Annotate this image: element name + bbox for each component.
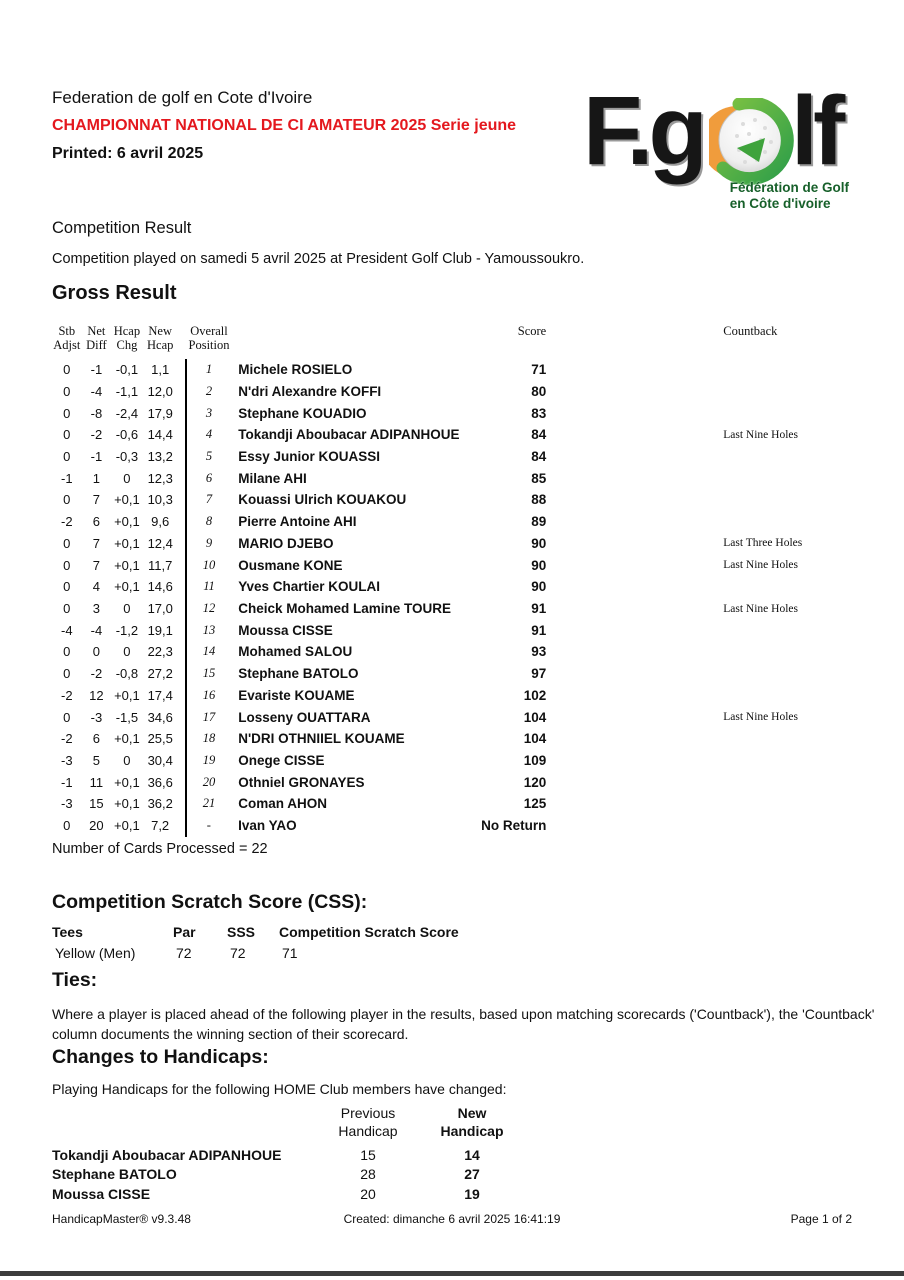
player-name: N'dri Alexandre KOFFI xyxy=(238,383,382,399)
org-name: Federation de golf en Cote d'Ivoire xyxy=(52,88,313,107)
position-cell: 7 xyxy=(185,489,231,511)
new-handicap-cell: 14 xyxy=(464,1146,480,1163)
handicap-header-new: New Handicap xyxy=(440,1105,504,1139)
hcap-chg-cell: -0,3 xyxy=(115,448,139,464)
stb-adjst-cell: 0 xyxy=(63,601,71,617)
countback-cell: Last Nine Holes xyxy=(723,428,798,441)
net-diff-cell: -4 xyxy=(90,383,103,399)
player-name: Mohamed SALOU xyxy=(238,644,353,660)
stb-adjst-cell: 0 xyxy=(63,557,71,573)
position-cell: 17 xyxy=(185,706,231,728)
hcap-chg-cell: 0 xyxy=(123,601,131,617)
hcap-chg-cell: -1,2 xyxy=(115,622,139,638)
position-cell: 20 xyxy=(185,771,231,793)
stb-adjst-cell: -2 xyxy=(61,731,73,747)
player-name: MARIO DJEBO xyxy=(238,535,334,551)
handicap-table-header xyxy=(52,1105,852,1140)
player-name: Coman AHON xyxy=(238,796,327,812)
hcap-chg-cell: -1,1 xyxy=(115,383,139,399)
gross-result-table xyxy=(52,324,862,837)
css-table-header xyxy=(52,924,512,940)
gross-table-body xyxy=(52,359,862,837)
ties-title: Ties: xyxy=(52,969,98,991)
score-cell: 102 xyxy=(523,687,547,703)
countback-cell: Last Three Holes xyxy=(723,537,803,550)
net-diff-cell: 7 xyxy=(92,557,100,573)
css-table xyxy=(52,924,512,961)
score-cell: 91 xyxy=(531,622,547,638)
css-title: Competition Scratch Score (CSS): xyxy=(52,891,368,913)
handicap-changes-section xyxy=(52,1046,852,1204)
new-hcap-cell: 7,2 xyxy=(151,818,170,834)
position-cell: 8 xyxy=(185,511,231,533)
countback-cell: Last Nine Holes xyxy=(723,559,798,572)
player-name: Onege CISSE xyxy=(238,753,325,769)
player-name: Stephane BATOLO xyxy=(238,666,359,682)
new-hcap-cell: 14,4 xyxy=(147,427,173,443)
stb-adjst-cell: 0 xyxy=(63,362,71,378)
result-row xyxy=(52,619,862,641)
net-diff-cell: 1 xyxy=(92,470,100,486)
score-cell: No Return xyxy=(481,818,547,834)
hcap-chg-cell: +0,1 xyxy=(114,535,140,551)
css-header-par: Par xyxy=(173,924,196,940)
result-row xyxy=(52,706,862,728)
result-row xyxy=(52,380,862,402)
score-cell: 89 xyxy=(531,514,547,530)
logo-subtitle-line2: en Côte d'ivoire xyxy=(729,195,831,211)
player-name: Michele ROSIELO xyxy=(238,362,353,378)
score-cell: 90 xyxy=(531,579,547,595)
score-cell: 85 xyxy=(531,470,547,486)
new-hcap-cell: 34,6 xyxy=(147,709,173,725)
new-hcap-cell: 1,1 xyxy=(151,362,170,378)
score-cell: 104 xyxy=(523,731,547,747)
net-diff-cell: 6 xyxy=(92,514,100,530)
score-cell: 71 xyxy=(531,362,547,378)
stb-adjst-cell: -2 xyxy=(61,687,73,703)
result-row xyxy=(52,554,862,576)
logo-text-right: lf xyxy=(791,76,841,185)
player-name: Milane AHI xyxy=(238,470,307,486)
header-new-hcap: New Hcap xyxy=(147,324,174,353)
golf-ball-swirl-icon xyxy=(709,98,795,190)
new-hcap-cell: 27,2 xyxy=(147,666,173,682)
new-hcap-cell: 36,6 xyxy=(147,774,173,790)
new-hcap-cell: 30,4 xyxy=(147,753,173,769)
player-name: Ivan YAO xyxy=(238,818,297,834)
hcap-chg-cell: +0,1 xyxy=(114,492,140,508)
score-cell: 91 xyxy=(531,601,547,617)
stb-adjst-cell: 0 xyxy=(63,579,71,595)
score-cell: 84 xyxy=(531,427,547,443)
hcap-chg-cell: +0,1 xyxy=(114,796,140,812)
score-cell: 120 xyxy=(523,774,547,790)
score-cell: 125 xyxy=(523,796,547,812)
stb-adjst-cell: 0 xyxy=(63,666,71,682)
stb-adjst-cell: -1 xyxy=(61,774,73,790)
position-cell: 10 xyxy=(185,554,231,576)
player-name: Stephane KOUADIO xyxy=(238,405,367,421)
ties-text: Where a player is placed ahead of the following player in the results, based upon matching scorecards ('Countback'), the 'Countback' column documents the winning section of their scorecard. xyxy=(52,1006,875,1043)
gross-result-title: Gross Result xyxy=(52,282,177,304)
header-net-diff: Net Diff xyxy=(86,324,107,353)
competition-played-line: Competition played on samedi 5 avril 2025 at President Golf Club - Yamoussoukro. xyxy=(52,251,585,267)
document-header xyxy=(52,88,516,163)
new-hcap-cell: 9,6 xyxy=(151,514,170,530)
changes-title: Changes to Handicaps: xyxy=(52,1046,269,1068)
handicap-header-spacer xyxy=(52,1105,322,1140)
player-name: Essy Junior KOUASSI xyxy=(238,448,380,464)
header-hcap-chg: Hcap Chg xyxy=(113,324,141,353)
handicap-row xyxy=(52,1184,852,1204)
ties-section xyxy=(52,969,888,1045)
handicap-table-body xyxy=(52,1145,852,1204)
stb-adjst-cell: -4 xyxy=(61,622,73,638)
position-cell: 15 xyxy=(185,663,231,685)
css-value-tees: Yellow (Men) xyxy=(55,945,136,961)
net-diff-cell: 6 xyxy=(92,731,100,747)
previous-handicap-cell: 28 xyxy=(360,1166,376,1183)
competition-section xyxy=(52,219,584,305)
position-cell: 4 xyxy=(185,424,231,446)
position-cell: 6 xyxy=(185,467,231,489)
score-cell: 97 xyxy=(531,666,547,682)
countback-cell: Last Nine Holes xyxy=(723,602,798,615)
result-row xyxy=(52,598,862,620)
score-cell: 80 xyxy=(531,383,547,399)
net-diff-cell: 4 xyxy=(92,579,100,595)
result-row xyxy=(52,685,862,707)
position-cell: 3 xyxy=(185,402,231,424)
net-diff-cell: 5 xyxy=(92,753,100,769)
competition-result-title: Competition Result xyxy=(52,219,192,237)
position-cell: 11 xyxy=(185,576,231,598)
css-section xyxy=(52,891,512,961)
stb-adjst-cell: 0 xyxy=(63,644,71,660)
score-cell: 83 xyxy=(531,405,547,421)
hcap-chg-cell: +0,1 xyxy=(114,514,140,530)
handicap-player-name: Moussa CISSE xyxy=(52,1185,151,1202)
position-cell: 21 xyxy=(185,793,231,815)
position-cell: - xyxy=(185,815,231,837)
hcap-chg-cell: +0,1 xyxy=(114,731,140,747)
stb-adjst-cell: 0 xyxy=(63,709,71,725)
stb-adjst-cell: -1 xyxy=(61,470,73,486)
new-hcap-cell: 14,6 xyxy=(147,579,173,595)
net-diff-cell: -1 xyxy=(90,362,103,378)
new-hcap-cell: 11,7 xyxy=(148,557,173,573)
position-cell: 12 xyxy=(185,598,231,620)
player-name: Cheick Mohamed Lamine TOURE xyxy=(238,601,451,617)
cards-processed: Number of Cards Processed = 22 xyxy=(52,841,268,857)
position-cell: 16 xyxy=(185,685,231,707)
logo-text-left: F.g xyxy=(583,76,703,185)
stb-adjst-cell: 0 xyxy=(63,535,71,551)
new-hcap-cell: 10,3 xyxy=(147,492,173,508)
player-name: Pierre Antoine AHI xyxy=(238,514,357,530)
new-hcap-cell: 17,0 xyxy=(147,601,173,617)
stb-adjst-cell: 0 xyxy=(63,448,71,464)
stb-adjst-cell: 0 xyxy=(63,818,71,834)
position-cell: 1 xyxy=(185,359,231,381)
handicap-player-name: Stephane BATOLO xyxy=(52,1166,177,1183)
result-row xyxy=(52,511,862,533)
result-row xyxy=(52,424,862,446)
net-diff-cell: 7 xyxy=(92,535,100,551)
countback-cell: Last Nine Holes xyxy=(723,711,798,724)
printed-date: Printed: 6 avril 2025 xyxy=(52,145,204,162)
handicap-table xyxy=(52,1105,852,1204)
net-diff-cell: -8 xyxy=(90,405,103,421)
score-cell: 84 xyxy=(531,448,547,464)
net-diff-cell: -3 xyxy=(90,709,103,725)
hcap-chg-cell: 0 xyxy=(123,753,131,769)
stb-adjst-cell: 0 xyxy=(63,405,71,421)
result-row xyxy=(52,663,862,685)
hcap-chg-cell: +0,1 xyxy=(114,557,140,573)
result-row xyxy=(52,641,862,663)
css-table-row xyxy=(52,945,512,961)
handicap-row xyxy=(52,1145,852,1165)
new-handicap-cell: 19 xyxy=(464,1185,480,1202)
position-cell: 18 xyxy=(185,728,231,750)
player-name: Evariste KOUAME xyxy=(238,687,355,703)
header-score: Score xyxy=(517,324,547,338)
new-hcap-cell: 12,3 xyxy=(147,470,173,486)
player-name: Losseny OUATTARA xyxy=(238,709,371,725)
new-hcap-cell: 17,9 xyxy=(147,405,173,421)
stb-adjst-cell: -3 xyxy=(61,753,73,769)
header-stb-adjst: Stb Adjst xyxy=(53,324,81,353)
stb-adjst-cell: -2 xyxy=(61,514,73,530)
new-hcap-cell: 19,1 xyxy=(147,622,173,638)
player-name: Kouassi Ulrich KOUAKOU xyxy=(238,492,407,508)
score-cell: 109 xyxy=(523,753,547,769)
player-name: Moussa CISSE xyxy=(238,622,333,638)
position-cell: 5 xyxy=(185,446,231,468)
hcap-chg-cell: -0,1 xyxy=(115,362,139,378)
position-cell: 13 xyxy=(185,619,231,641)
net-diff-cell: 3 xyxy=(92,601,100,617)
result-row xyxy=(52,533,862,555)
new-hcap-cell: 12,0 xyxy=(147,383,173,399)
net-diff-cell: 0 xyxy=(92,644,100,660)
logo-subtitle-line1: Fédération de Golf xyxy=(729,180,849,195)
player-name: Tokandji Aboubacar ADIPANHOUE xyxy=(238,427,460,443)
css-value-par: 72 xyxy=(176,945,192,961)
stb-adjst-cell: 0 xyxy=(63,427,71,443)
hcap-chg-cell: -1,5 xyxy=(115,709,139,725)
header-countback: Countback xyxy=(723,324,778,338)
net-diff-cell: 12 xyxy=(89,687,104,703)
handicap-row xyxy=(52,1165,852,1185)
css-value-css: 71 xyxy=(282,945,298,961)
hcap-chg-cell: +0,1 xyxy=(114,579,140,595)
footer-created: Created: dimanche 6 avril 2025 16:41:19 xyxy=(343,1212,561,1226)
result-row xyxy=(52,359,862,381)
net-diff-cell: -2 xyxy=(90,427,103,443)
handicap-header-previous: Previous Handicap xyxy=(338,1105,398,1139)
position-cell: 14 xyxy=(185,641,231,663)
footer-page-number: Page 1 of 2 xyxy=(790,1212,852,1226)
css-header-tees: Tees xyxy=(52,924,83,940)
score-cell: 90 xyxy=(531,557,547,573)
hcap-chg-cell: 0 xyxy=(123,470,131,486)
changes-intro: Playing Handicaps for the following HOME Club members have changed: xyxy=(52,1081,507,1097)
css-value-sss: 72 xyxy=(230,945,246,961)
result-row xyxy=(52,489,862,511)
result-row xyxy=(52,728,862,750)
result-row xyxy=(52,793,862,815)
hcap-chg-cell: -0,6 xyxy=(115,427,139,443)
hcap-chg-cell: +0,1 xyxy=(114,818,140,834)
previous-handicap-cell: 20 xyxy=(360,1185,376,1202)
css-header-sss: SSS xyxy=(227,924,256,940)
federation-logo xyxy=(583,76,851,222)
handicap-player-name: Tokandji Aboubacar ADIPANHOUE xyxy=(52,1146,282,1163)
new-hcap-cell: 22,3 xyxy=(147,644,173,660)
net-diff-cell: -1 xyxy=(90,448,103,464)
player-name: N'DRI OTHNIIEL KOUAME xyxy=(238,731,405,747)
net-diff-cell: 7 xyxy=(92,492,100,508)
net-diff-cell: 20 xyxy=(89,818,104,834)
stb-adjst-cell: 0 xyxy=(63,492,71,508)
result-row xyxy=(52,467,862,489)
position-cell: 2 xyxy=(185,380,231,402)
result-row xyxy=(52,446,862,468)
player-name: Othniel GRONAYES xyxy=(238,774,365,790)
gross-table-header xyxy=(52,324,862,353)
net-diff-cell: -4 xyxy=(90,622,103,638)
position-cell: 9 xyxy=(185,533,231,555)
hcap-chg-cell: +0,1 xyxy=(114,687,140,703)
previous-handicap-cell: 15 xyxy=(360,1146,376,1163)
footer-software: HandicapMaster® v9.3.48 xyxy=(52,1212,191,1226)
score-cell: 90 xyxy=(531,535,547,551)
stb-adjst-cell: 0 xyxy=(63,383,71,399)
result-row xyxy=(52,576,862,598)
hcap-chg-cell: -2,4 xyxy=(115,405,139,421)
new-handicap-cell: 27 xyxy=(464,1166,480,1183)
new-hcap-cell: 36,2 xyxy=(147,796,173,812)
logo-subtitle xyxy=(730,180,849,211)
score-cell: 88 xyxy=(531,492,547,508)
result-row xyxy=(52,815,862,837)
header-overall-position: Overall Position xyxy=(188,324,230,353)
player-name: Yves Chartier KOULAI xyxy=(238,579,380,595)
new-hcap-cell: 12,4 xyxy=(147,535,173,551)
championship-title: CHAMPIONNAT NATIONAL DE CI AMATEUR 2025 Serie jeune xyxy=(52,117,517,134)
hcap-chg-cell: 0 xyxy=(123,644,131,660)
result-row xyxy=(52,402,862,424)
net-diff-cell: 15 xyxy=(89,796,104,812)
new-hcap-cell: 17,4 xyxy=(147,687,173,703)
scan-bottom-edge xyxy=(0,1271,904,1276)
hcap-chg-cell: +0,1 xyxy=(114,774,140,790)
score-cell: 93 xyxy=(531,644,547,660)
new-hcap-cell: 13,2 xyxy=(147,448,173,464)
position-cell: 19 xyxy=(185,750,231,772)
result-row xyxy=(52,750,862,772)
hcap-chg-cell: -0,8 xyxy=(115,666,139,682)
net-diff-cell: -2 xyxy=(90,666,103,682)
css-header-css: Competition Scratch Score xyxy=(279,924,459,940)
new-hcap-cell: 25,5 xyxy=(147,731,173,747)
score-cell: 104 xyxy=(523,709,547,725)
player-name: Ousmane KONE xyxy=(238,557,343,573)
result-row xyxy=(52,771,862,793)
stb-adjst-cell: -3 xyxy=(61,796,73,812)
net-diff-cell: 11 xyxy=(89,774,104,790)
